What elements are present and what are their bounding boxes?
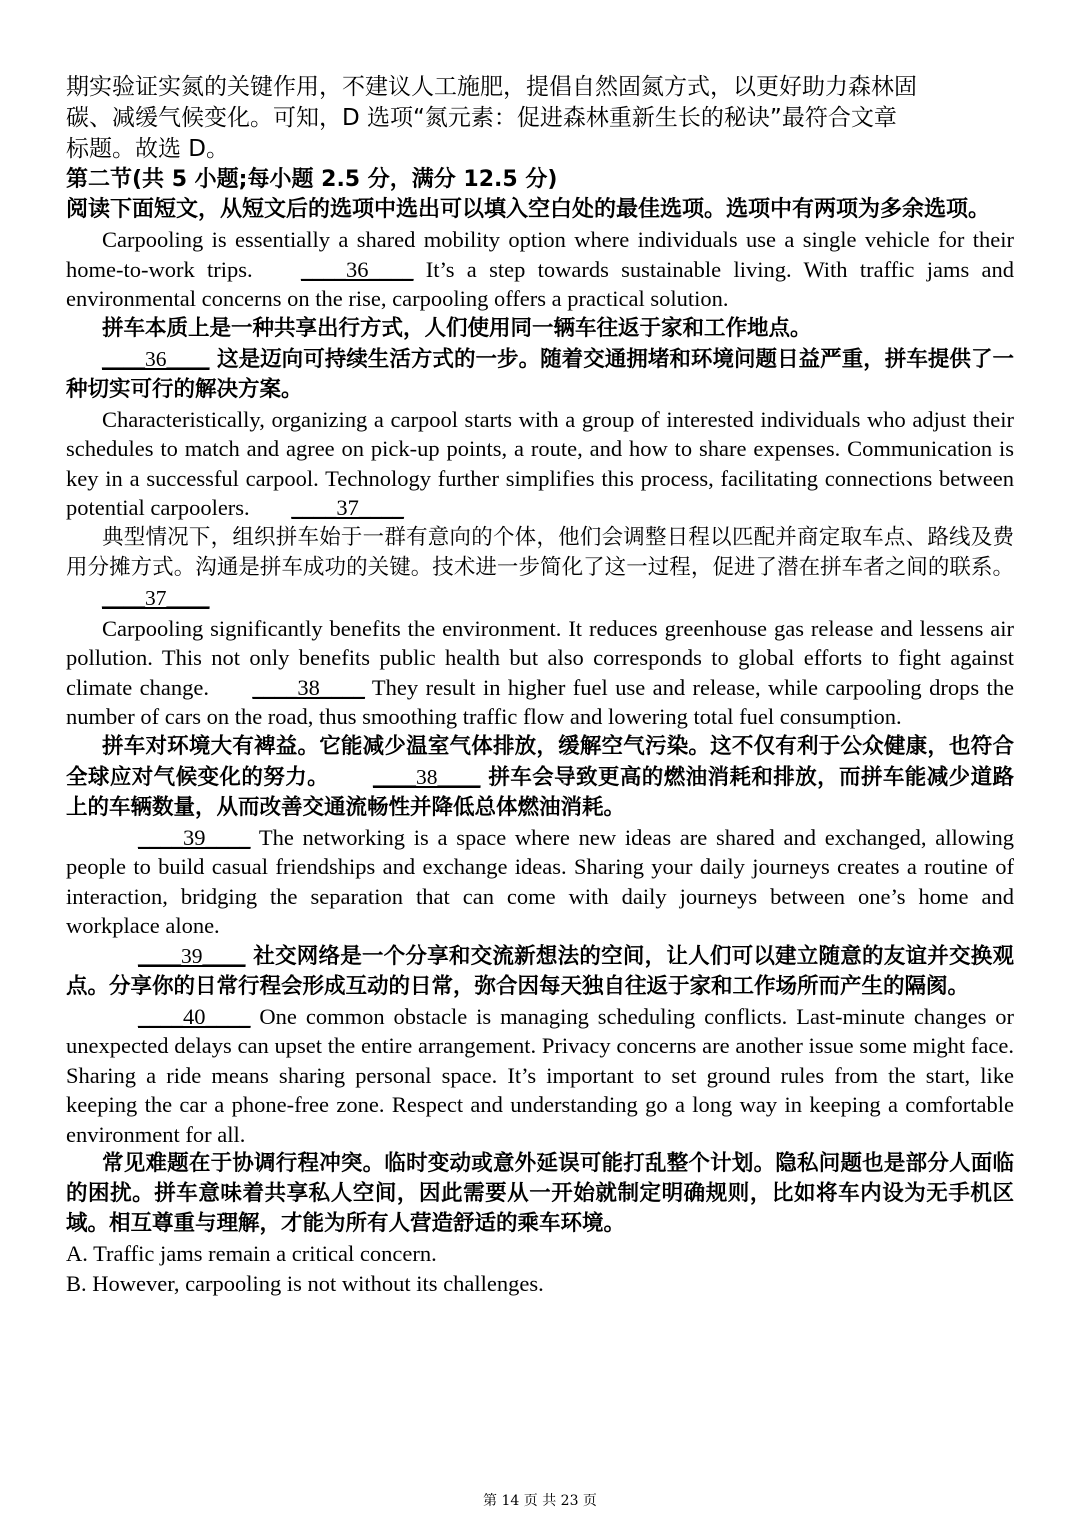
- intro-line-3: 标题。故选 D。: [66, 136, 230, 162]
- blank-40: ____40____: [138, 1003, 251, 1029]
- blank-39: ____39____: [138, 824, 251, 850]
- p1-zh-text-a: 拼车本质上是一种共享出行方式，人们使用同一辆车往返于家和工作地点。: [102, 315, 812, 341]
- paragraph-5-zh: 常见难题在于协调行程冲突。临时变动或意外延误可能打乱整个计划。隐私问题也是部分人面临的困扰。拼车意味着共享私人空间，因此需要从一开始就制定明确规则，比如将车内设为无手机区域。相互尊重与理解，才能为所有人营造舒适的乘车环境。: [66, 1151, 1014, 1236]
- paragraph-5-en: [66, 1002, 1014, 1150]
- intro-line-2: 碳、减缓气候变化。可知，D 选项“氮元素：促进森林重新生长的秘诀”最符合文章: [66, 105, 897, 131]
- p3-en-text-a: Carpooling significantly benefits the environment. It reduces greenhouse gas release and lessens air pollution. This not only benefits public health but also corresponds to global efforts to fight against climate change.: [66, 615, 1014, 700]
- paragraph-3-zh: [66, 732, 1014, 823]
- paragraph-1-zh: [66, 314, 1014, 405]
- p1-en-text-b: It’s a step towards sustainable living. With traffic jams and environmental concerns on the rise, carpooling offers a practical solution.: [66, 256, 1014, 311]
- section-title: 第二节(共 5 小题;每小题 2.5 分，满分 12.5 分): [66, 167, 558, 192]
- page-footer: 第 14 页 共 23 页: [483, 1493, 597, 1509]
- p1-zh-text-b: 这是迈向可持续生活方式的一步。随着交通拥堵和环境问题日益严重，拼车提供了一种切实可行的解决方案。: [66, 346, 1014, 402]
- p1-en-text-a: Carpooling is essentially a shared mobility option where individuals use a single vehicle for their home-to-work trips.: [66, 227, 1014, 282]
- p3-zh-text-a: 拼车对环境大有裨益。它能减少温室气体排放，缓解空气污染。这不仅有利于公众健康，也符合全球应对气候变化的努力。: [66, 733, 1014, 790]
- paragraph-4-zh: [66, 941, 1014, 1002]
- blank-37: ____37____: [291, 495, 404, 520]
- option-a: A. Traffic jams remain a critical concern.: [66, 1241, 437, 1266]
- paragraph-3-en: [66, 614, 1014, 732]
- blank-39-zh: ____39____: [138, 943, 246, 968]
- option-b: B. However, carpooling is not without its challenges.: [66, 1270, 544, 1296]
- p4-zh-text-b: 社交网络是一个分享和交流新想法的空间，让人们可以建立随意的友谊并交换观点。分享你的日常行程会形成互动的日常，弥合因每天独自往返于家和工作场所而产生的隔阂。: [66, 943, 1014, 999]
- blank-36: ____36____: [300, 256, 414, 282]
- p2-en-text-a: Characteristically, organizing a carpool starts with a group of interested individuals who adjust their schedules to match and agree on pick-up points, a route, and how to share expenses. Communication is key in a successful carpool. Technology further simplifies this process, facilitating connections between potential carpoolers.: [66, 406, 1014, 520]
- blank-36-zh: ____36____: [102, 346, 210, 371]
- blank-38-zh: ____38____: [372, 764, 481, 789]
- blank-38: ____38____: [252, 674, 365, 700]
- intro-line-1: 期实验证实氮的关键作用，不建议人工施肥，提倡自然固氮方式，以更好助力森林固: [66, 74, 917, 100]
- section-instruction: 阅读下面短文，从短文后的选项中选出可以填入空白处的最佳选项。选项中有两项为多余选项。: [66, 197, 991, 222]
- p3-zh-text-b: 拼车会导致更高的燃油消耗和排放，而拼车能减少道路上的车辆数量，从而改善交通流畅性并降低总体燃油消耗。: [66, 764, 1014, 820]
- paragraph-2-zh: [66, 523, 1014, 614]
- blank-37-zh: ____37____: [102, 585, 210, 610]
- paragraph-1-en: [66, 225, 1014, 314]
- p2-zh-text-a: 典型情况下，组织拼车始于一群有意向的个体，他们会调整日程以匹配并商定取车点、路线及费用分摊方式。沟通是拼车成功的关键。技术进一步简化了这一过程，促进了潜在拼车者之间的联系。: [66, 524, 1014, 580]
- paragraph-4-en: [66, 823, 1014, 941]
- p4-en-text-b: The networking is a space where new ideas are shared and exchanged, allowing people to build casual friendships and exchange ideas. Sharing your daily journeys creates a routine of interaction, bridging the separation that can come with daily journeys between one’s home and workplace alone.: [66, 824, 1014, 938]
- paragraph-2-en: [66, 405, 1014, 523]
- p5-en-text-b: One common obstacle is managing scheduling conflicts. Last-minute changes or unexpected delays can upset the entire arrangement. Privacy concerns are another issue some might face. Sharing a ride means sharing personal space. It’s important to set ground rules from the start, like keeping the car a phone-free zone. Respect and understanding go a long way in keeping a comfortable environment for all.: [66, 1003, 1014, 1147]
- p3-en-text-b: They result in higher fuel use and release, while carpooling drops the number of cars on the road, thus smoothing traffic flow and lowering total fuel consumption.: [66, 674, 1014, 729]
